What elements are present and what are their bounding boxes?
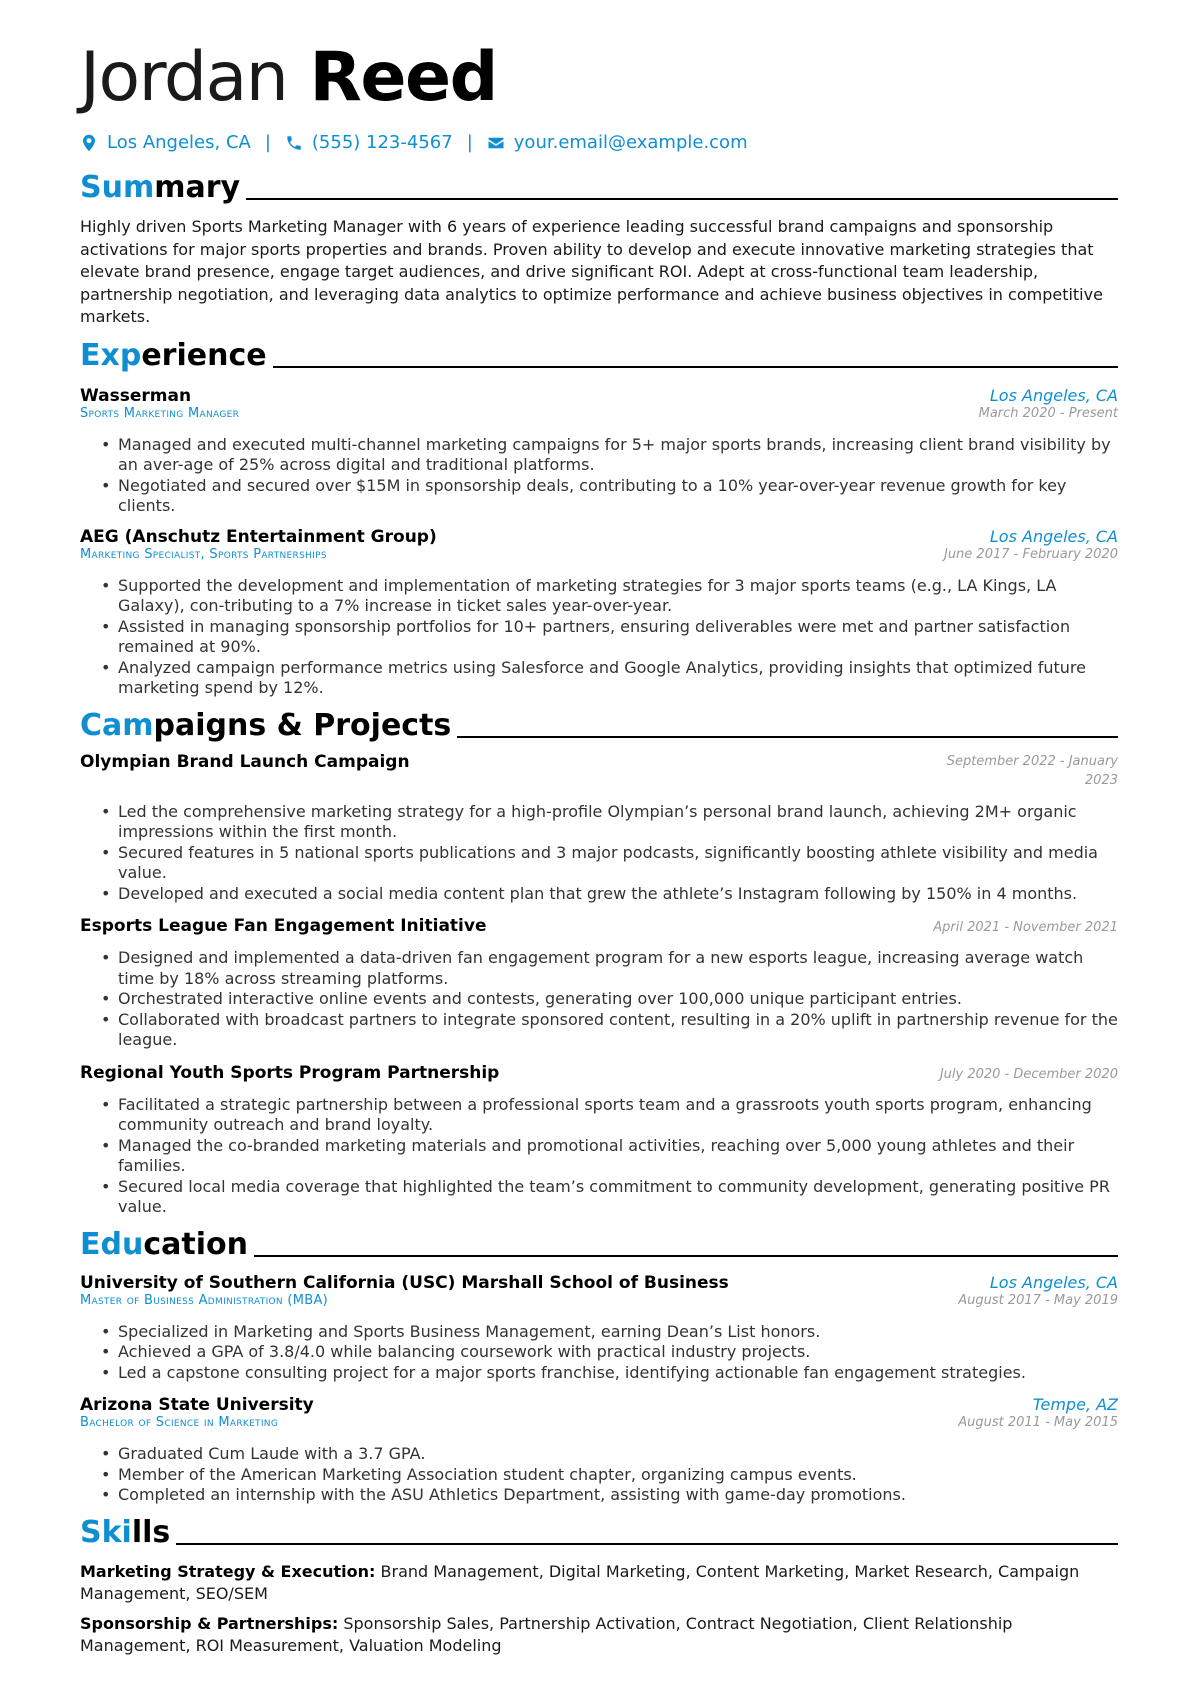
section-rule bbox=[254, 1255, 1118, 1257]
company-name: AEG (Anschutz Entertainment Group) bbox=[80, 526, 437, 547]
section-title: Skills bbox=[80, 1514, 171, 1550]
contact-bar bbox=[80, 132, 1118, 153]
project-title: Regional Youth Sports Program Partnership bbox=[80, 1062, 500, 1083]
bullet-item: • Managed the co-branded marketing materials and promotional activities, reaching over 5,000 young athletes and their families. bbox=[118, 1136, 1118, 1177]
education-dates: August 2011 - May 2015 bbox=[958, 1415, 1118, 1430]
map-pin-icon bbox=[80, 134, 98, 152]
bullet-item: • Led the comprehensive marketing strategy for a high-profile Olympian’s personal brand launch, achieving 2M+ organic impressions within the first month. bbox=[118, 802, 1118, 843]
skill-group-items: Brand Management, Digital Marketing, Content Marketing, Market Research, Campaign Management, SEO/SEM bbox=[80, 1561, 1080, 1603]
skills-list bbox=[80, 1561, 1118, 1657]
school-location: Los Angeles, CA bbox=[989, 1272, 1118, 1292]
skill-group bbox=[80, 1561, 1118, 1605]
candidate-name bbox=[80, 38, 1118, 117]
skill-group-items: Sponsorship Sales, Partnership Activation, Contract Negotiation, Client Relationship Management, ROI Measurement, Valuation Modeling bbox=[80, 1613, 1013, 1655]
bullet-item: • Secured local media coverage that highlighted the team’s commitment to community development, generating positive PR value. bbox=[118, 1177, 1118, 1218]
experience-entry bbox=[80, 386, 1118, 517]
skill-group bbox=[80, 1613, 1118, 1657]
bullet-item: • Graduated Cum Laude with a 3.7 GPA. bbox=[118, 1444, 1118, 1465]
section-rule bbox=[176, 1543, 1118, 1545]
contact-separator: | bbox=[466, 132, 473, 153]
degree-name: Bachelor of Science in Marketing bbox=[80, 1415, 279, 1430]
bullet-item: • Orchestrated interactive online events and contests, generating over 100,000 unique participant entries. bbox=[118, 989, 1118, 1010]
school-location: Tempe, AZ bbox=[1032, 1395, 1118, 1414]
bullet-list bbox=[80, 435, 1118, 517]
job-dates: March 2020 - Present bbox=[978, 405, 1118, 421]
section-title: Campaigns & Projects bbox=[80, 707, 452, 743]
degree-name: Master of Business Administration (MBA) bbox=[80, 1292, 329, 1308]
bullet-item: • Managed and executed multi-channel marketing campaigns for 5+ major sports brands, increasing client brand visibility by an aver-age of 25% across digital and traditional platforms. bbox=[118, 435, 1118, 476]
bullet-list bbox=[80, 948, 1118, 1051]
email-link: your.email@example.com bbox=[513, 132, 748, 153]
bullet-item: • Member of the American Marketing Association student chapter, organizing campus events. bbox=[118, 1465, 1118, 1486]
experience-heading bbox=[80, 339, 1118, 372]
job-location: Los Angeles, CA bbox=[989, 526, 1118, 546]
bullet-item: • Completed an internship with the ASU Athletics Department, assisting with game-day promotions. bbox=[118, 1485, 1118, 1506]
school-name: Arizona State University bbox=[80, 1395, 314, 1415]
last-name: Reed bbox=[309, 38, 497, 117]
company-name: Wasserman bbox=[80, 385, 192, 406]
bullet-item: • Led a capstone consulting project for a major sports franchise, identifying actionable fan engagement strategies. bbox=[118, 1363, 1118, 1384]
education-entry bbox=[80, 1273, 1118, 1384]
first-name: Jordan bbox=[80, 38, 288, 117]
education-dates: August 2017 - May 2019 bbox=[958, 1292, 1118, 1308]
section-title: Experience bbox=[80, 337, 267, 373]
location-text: Los Angeles, CA bbox=[107, 132, 251, 153]
skills-heading bbox=[80, 1516, 1118, 1549]
project-dates: September 2022 - January 2023 bbox=[946, 753, 1118, 788]
envelope-icon bbox=[487, 134, 505, 152]
education-heading bbox=[80, 1228, 1118, 1261]
campaigns-heading bbox=[80, 709, 1118, 742]
job-title: Sports Marketing Manager bbox=[80, 405, 240, 421]
bullet-list bbox=[80, 802, 1118, 905]
bullet-item: • Facilitated a strategic partnership between a professional sports team and a grassroots youth sports program, enhancing community outreach and brand loyalty. bbox=[118, 1095, 1118, 1136]
education-entry bbox=[80, 1395, 1118, 1506]
summary-text: Highly driven Sports Marketing Manager with 6 years of experience leading successful brand campaigns and sponsorship activations for major sports properties and brands. Proven ability to develop and execute innovative marketing strategies that elevate brand presence, engage target audiences, and drive significant ROI. Adept at cross-functional team leadership, partnership negotiation, and leveraging data analytics to optimize performance and achieve business objectives in competitive markets. bbox=[80, 217, 1103, 326]
contact-email[interactable] bbox=[487, 132, 748, 153]
job-dates: June 2017 - February 2020 bbox=[943, 546, 1118, 562]
bullet-item: • Negotiated and secured over $15M in sponsorship deals, contributing to a 10% year-over-year revenue growth for key clients. bbox=[118, 476, 1118, 517]
section-rule bbox=[273, 366, 1118, 368]
section-rule bbox=[246, 198, 1118, 200]
contact-location bbox=[80, 132, 251, 153]
experience-entry bbox=[80, 527, 1118, 699]
job-title: Marketing Specialist, Sports Partnerships bbox=[80, 546, 327, 562]
bullet-item: • Supported the development and implementation of marketing strategies for 3 major sports teams (e.g., LA Kings, LA Galaxy), con-tributing to a 7% increase in ticket sales year-over-year. bbox=[118, 576, 1118, 617]
skill-group-label: Sponsorship & Partnerships: bbox=[80, 1613, 339, 1633]
section-title: Summary bbox=[80, 170, 241, 205]
bullet-item: • Assisted in managing sponsorship portfolios for 10+ partners, ensuring deliverables were met and partner satisfaction remained at 90%. bbox=[118, 617, 1118, 658]
job-location: Los Angeles, CA bbox=[989, 385, 1118, 405]
skill-group-label: Marketing Strategy & Execution: bbox=[80, 1561, 376, 1581]
bullet-item: • Specialized in Marketing and Sports Business Management, earning Dean’s List honors. bbox=[118, 1322, 1118, 1343]
phone-text: (555) 123-4567 bbox=[311, 132, 453, 153]
bullet-item: • Collaborated with broadcast partners to integrate sponsored content, resulting in a 20% uplift in partnership revenue for the league. bbox=[118, 1010, 1118, 1051]
bullet-list bbox=[80, 1322, 1118, 1384]
project-entry bbox=[80, 1063, 1118, 1218]
project-entry bbox=[80, 916, 1118, 1051]
bullet-list bbox=[80, 576, 1118, 699]
phone-icon bbox=[285, 134, 303, 152]
project-entry bbox=[80, 752, 1118, 905]
bullet-item: • Achieved a GPA of 3.8/4.0 while balancing coursework with practical industry projects. bbox=[118, 1342, 1118, 1363]
school-name: University of Southern California (USC) Marshall School of Business bbox=[80, 1272, 729, 1293]
project-title: Esports League Fan Engagement Initiative bbox=[80, 916, 487, 936]
bullet-item: • Analyzed campaign performance metrics using Salesforce and Google Analytics, providing insights that optimized future marketing spend by 12%. bbox=[118, 658, 1118, 699]
project-title: Olympian Brand Launch Campaign bbox=[80, 751, 410, 772]
bullet-item: • Secured features in 5 national sports publications and 3 major podcasts, significantly boosting athlete visibility and media value. bbox=[118, 843, 1118, 884]
contact-phone[interactable] bbox=[285, 132, 453, 153]
project-dates: July 2020 - December 2020 bbox=[939, 1066, 1118, 1082]
summary-heading bbox=[80, 171, 1118, 204]
bullet-list bbox=[80, 1095, 1118, 1218]
section-rule bbox=[457, 736, 1118, 738]
contact-separator: | bbox=[264, 132, 271, 153]
bullet-item: • Designed and implemented a data-driven fan engagement program for a new esports league, increasing average watch time by 18% across streaming platforms. bbox=[118, 948, 1118, 989]
bullet-item: • Developed and executed a social media content plan that grew the athlete’s Instagram following by 150% in 4 months. bbox=[118, 884, 1118, 905]
bullet-list bbox=[80, 1444, 1118, 1506]
section-title: Education bbox=[80, 1226, 248, 1262]
project-dates: April 2021 - November 2021 bbox=[933, 920, 1118, 935]
